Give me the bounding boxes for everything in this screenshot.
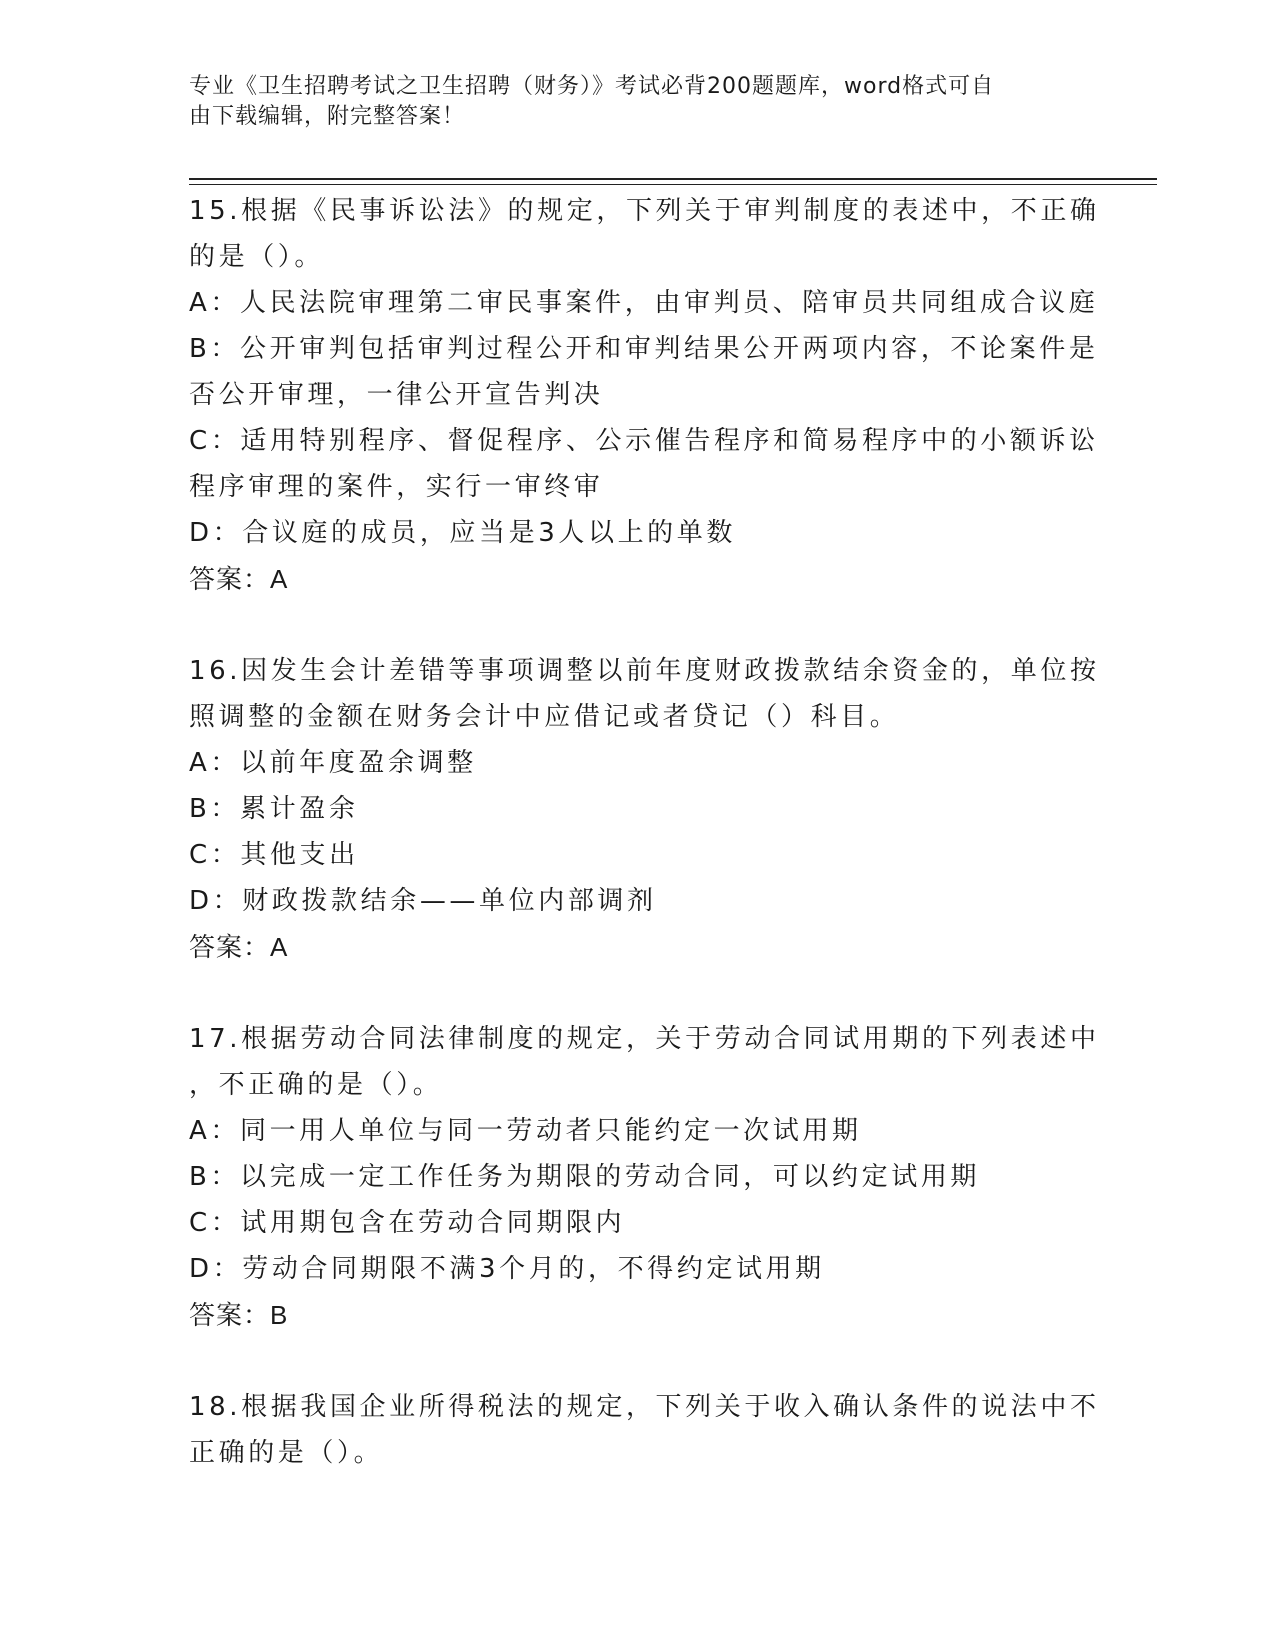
question-stem: 正确的是（）。 (189, 1438, 384, 1468)
option-b: B：公开审判包括审判过程公开和审判结果公开两项内容，不论案件是 (189, 334, 1099, 364)
question-stem: 照调整的金额在财务会计中应借记或者贷记（）科目。 (189, 702, 900, 732)
question-list (189, 188, 1100, 1476)
option-d: D：合议庭的成员，应当是3人以上的单数 (189, 518, 736, 548)
question-spacer (189, 602, 1089, 648)
question-stem: ，不正确的是（）。 (189, 1070, 443, 1100)
option-a: A：以前年度盈余调整 (189, 748, 477, 778)
option-b: 否公开审理，一律公开宣告判决 (189, 380, 604, 410)
header-divider-thin (189, 184, 1157, 185)
option-a: A：同一用人单位与同一劳动者只能约定一次试用期 (189, 1116, 862, 1146)
question-stem: 18.根据我国企业所得税法的规定，下列关于收入确认条件的说法中不 (189, 1392, 1100, 1422)
option-c: C：适用特别程序、督促程序、公示催告程序和简易程序中的小额诉讼 (189, 426, 1099, 456)
option-b: B：以完成一定工作任务为期限的劳动合同，可以约定试用期 (189, 1162, 981, 1192)
option-b: B：累计盈余 (189, 794, 359, 824)
header-line-2: 由下载编辑，附完整答案！ (189, 104, 466, 129)
question-18 (189, 1384, 1100, 1476)
question-17 (189, 1016, 1100, 1338)
question-spacer (189, 1338, 1089, 1384)
question-stem: 15.根据《民事诉讼法》的规定，下列关于审判制度的表述中，不正确 (189, 196, 1100, 226)
question-stem: 16.因发生会计差错等事项调整以前年度财政拨款结余资金的，单位按 (189, 656, 1100, 686)
option-d: D：劳动合同期限不满3个月的，不得约定试用期 (189, 1254, 825, 1284)
question-16 (189, 648, 1100, 970)
option-c: C：其他支出 (189, 840, 359, 870)
answer-label: 答案：A (189, 932, 289, 962)
answer-label: 答案：B (189, 1300, 289, 1330)
header-divider-thick (189, 178, 1157, 180)
question-stem: 的是（）。 (189, 242, 325, 272)
option-a: A：人民法院审理第二审民事案件，由审判员、陪审员共同组成合议庭 (189, 288, 1099, 318)
question-spacer (189, 970, 1089, 1016)
option-c: C：试用期包含在劳动合同期限内 (189, 1208, 626, 1238)
option-d: D：财政拨款结余——单位内部调剂 (189, 886, 657, 916)
question-15 (189, 188, 1100, 602)
document-header (189, 72, 1079, 132)
header-line-1: 专业《卫生招聘考试之卫生招聘（财务）》考试必背200题题库，word格式可自 (189, 74, 995, 99)
question-stem: 17.根据劳动合同法律制度的规定，关于劳动合同试用期的下列表述中 (189, 1024, 1100, 1054)
option-c: 程序审理的案件，实行一审终审 (189, 472, 604, 502)
answer-label: 答案：A (189, 564, 289, 594)
